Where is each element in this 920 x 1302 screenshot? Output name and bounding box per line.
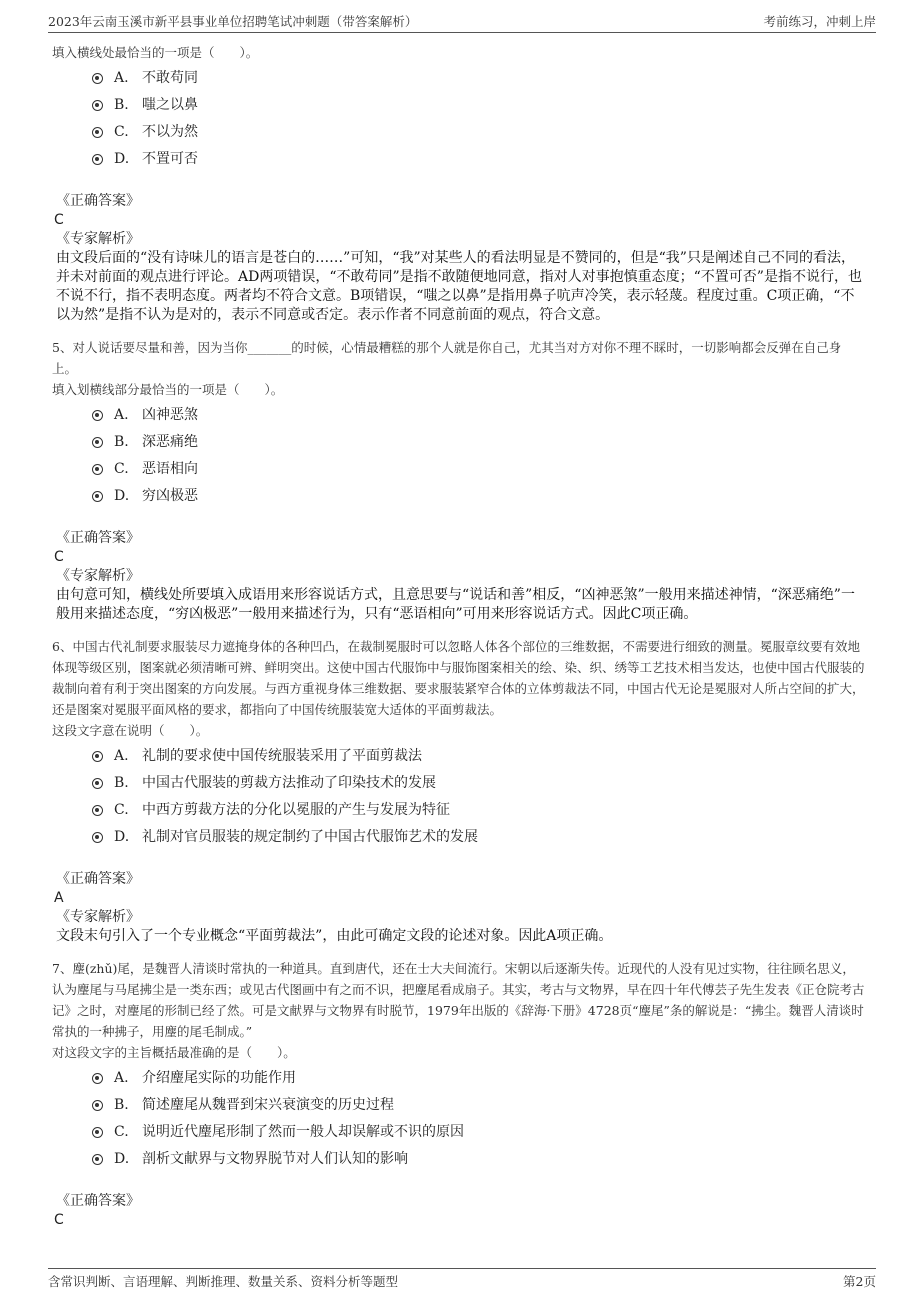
- option-letter: C.: [114, 461, 129, 477]
- radio-icon[interactable]: [92, 410, 103, 421]
- option-a[interactable]: [92, 743, 866, 770]
- option-letter: A.: [114, 70, 129, 86]
- page-header: [48, 12, 876, 33]
- option-text: 不敢苟同: [142, 70, 198, 86]
- option-b[interactable]: [92, 92, 866, 119]
- option-text: 不置可否: [142, 151, 198, 167]
- radio-icon[interactable]: [92, 1127, 103, 1138]
- analysis-label: 《专家解析》: [56, 231, 140, 247]
- radio-icon[interactable]: [92, 832, 103, 843]
- analysis-text: 由句意可知，横线处所要填入成语用来形容说话方式，且意思要与“说话和善”相反，“凶神恶煞”一般用来描述神情，“深恶痛绝”一般用来描述态度，“穷凶极恶”一般用来描述行为，只有“恶语相向”可用来形容说话方式。因此C项正确。: [56, 587, 855, 622]
- option-letter: C.: [114, 124, 129, 140]
- answer-label: 《正确答案》: [56, 1193, 140, 1209]
- footer-topics: 含常识判断、言语理解、判断推理、数量关系、资料分析等题型: [48, 1274, 399, 1289]
- radio-icon[interactable]: [92, 437, 103, 448]
- page-content: [52, 42, 866, 1229]
- option-b[interactable]: [92, 429, 866, 456]
- option-a[interactable]: [92, 65, 866, 92]
- option-letter: A.: [114, 1070, 129, 1086]
- option-c[interactable]: [92, 456, 866, 483]
- answer-block: [52, 869, 866, 946]
- option-letter: B.: [114, 1097, 129, 1113]
- option-list: [92, 1065, 866, 1173]
- radio-icon[interactable]: [92, 1100, 103, 1111]
- question-prompt: 对这段文字的主旨概括最准确的是（ ）。: [52, 1045, 296, 1060]
- answer-label: 《正确答案》: [56, 193, 140, 209]
- option-letter: D.: [114, 1151, 130, 1167]
- option-text: 简述麈尾从魏晋到宋兴衰演变的历史过程: [142, 1097, 394, 1113]
- option-d[interactable]: [92, 146, 866, 173]
- question-7: [52, 958, 866, 1229]
- option-letter: C.: [114, 1124, 129, 1140]
- option-a[interactable]: [92, 402, 866, 429]
- answer-block: [52, 1191, 866, 1229]
- radio-icon[interactable]: [92, 778, 103, 789]
- option-c[interactable]: [92, 797, 866, 824]
- header-slogan: 考前练习，冲刺上岸: [763, 14, 876, 29]
- radio-icon[interactable]: [92, 127, 103, 138]
- option-list: [92, 402, 866, 510]
- analysis-label: 《专家解析》: [56, 568, 140, 584]
- answer-block: [52, 191, 866, 325]
- option-text: 说明近代麈尾形制了然而一般人却误解或不识的原因: [142, 1124, 464, 1140]
- correct-answer: C: [54, 212, 64, 228]
- option-list: [92, 743, 866, 851]
- option-letter: A.: [114, 748, 129, 764]
- question-6: [52, 636, 866, 946]
- question-stem: 5、对人说话要尽量和善，因为当你_______的时候，心情最糟糕的那个人就是你自己，尤其当对方对你不理不睬时，一切影响都会反弹在自己身上。: [52, 340, 842, 376]
- option-letter: A.: [114, 407, 129, 423]
- option-text: 礼制的要求使中国传统服装采用了平面剪裁法: [142, 748, 422, 764]
- option-letter: D.: [114, 151, 130, 167]
- question-stem: 7、麈(zhǔ)尾，是魏晋人清谈时常执的一种道具。直到唐代，还在士大夫间流行。宋朝以后逐渐失传。近现代的人没有见过实物，往往顾名思义，认为麈尾与马尾拂尘是一类东西；或见古代图画中有之而不识，把麈尾看成扇子。其实，考古与文物界，早在四十年代傅芸子先生发表《正仓院考古记》之时，对麈尾的形制已经了然。可是文献界与文物界有时脱节，1979年出版的《辞海·下册》4728页“麈尾”条的解说是：“拂尘。魏晋人清谈时常执的一种拂子，用麈的尾毛制成。”: [52, 961, 865, 1039]
- option-letter: D.: [114, 488, 130, 504]
- option-text: 穷凶极恶: [142, 488, 198, 504]
- option-text: 不以为然: [142, 124, 198, 140]
- option-d[interactable]: [92, 824, 866, 851]
- option-a[interactable]: [92, 1065, 866, 1092]
- option-b[interactable]: [92, 1092, 866, 1119]
- radio-icon[interactable]: [92, 464, 103, 475]
- radio-icon[interactable]: [92, 1073, 103, 1084]
- question-prompt: 填入横线处最恰当的一项是（ ）。: [52, 45, 259, 60]
- answer-label: 《正确答案》: [56, 530, 140, 546]
- question-4: [52, 42, 866, 325]
- option-text: 中国古代服装的剪裁方法推动了印染技术的发展: [142, 775, 436, 791]
- radio-icon[interactable]: [92, 73, 103, 84]
- option-text: 剖析文献界与文物界脱节对人们认知的影响: [142, 1151, 408, 1167]
- correct-answer: C: [54, 1212, 64, 1228]
- option-text: 深恶痛绝: [142, 434, 198, 450]
- question-stem: 6、中国古代礼制要求服装尽力遮掩身体的各种凹凸，在裁制冕服时可以忽略人体各个部位的三维数据，不需要进行细致的测量。冕服章纹要有效地体现等级区别，图案就必须清晰可辨、鲜明突出。这使中国古代服饰中与服饰图案相关的绘、染、织、绣等工艺技术相当发达，也使中国古代服装的裁制向着有利于突出图案的方向发展。与西方重视身体三维数据、要求服装紧窄合体的立体剪裁法不同，中国古代无论是冕服对人所占空间的扩大，还是图案对冕服平面风格的要求，都指向了中国传统服装宽大适体的平面剪裁法。: [52, 639, 865, 717]
- page-number: 第2页: [843, 1274, 876, 1289]
- option-list: [92, 65, 866, 173]
- correct-answer: C: [54, 549, 64, 565]
- option-letter: D.: [114, 829, 130, 845]
- option-text: 礼制对官员服装的规定制约了中国古代服饰艺术的发展: [142, 829, 478, 845]
- option-c[interactable]: [92, 119, 866, 146]
- answer-label: 《正确答案》: [56, 871, 140, 887]
- correct-answer: A: [54, 890, 64, 906]
- option-letter: C.: [114, 802, 129, 818]
- option-c[interactable]: [92, 1119, 866, 1146]
- radio-icon[interactable]: [92, 751, 103, 762]
- option-text: 恶语相向: [142, 461, 198, 477]
- option-letter: B.: [114, 97, 129, 113]
- option-b[interactable]: [92, 770, 866, 797]
- page-footer: [48, 1268, 876, 1289]
- radio-icon[interactable]: [92, 154, 103, 165]
- radio-icon[interactable]: [92, 491, 103, 502]
- option-letter: B.: [114, 434, 129, 450]
- analysis-label: 《专家解析》: [56, 909, 140, 925]
- radio-icon[interactable]: [92, 805, 103, 816]
- radio-icon[interactable]: [92, 100, 103, 111]
- option-d[interactable]: [92, 1146, 866, 1173]
- option-text: 凶神恶煞: [142, 407, 198, 423]
- option-text: 中西方剪裁方法的分化以冕服的产生与发展为特征: [142, 802, 450, 818]
- analysis-text: 由文段后面的“没有诗味儿的语言是苍白的……”可知，“我”对某些人的看法明显是不赞同的，但是“我”只是阐述自己不同的看法，并未对前面的观点进行评论。AD两项错误，“不敢苟同”是指不敢随便地同意，指对人对事抱慎重态度；“不置可否”是指不说行，也不说不行，指不表明态度。两者均不符合文意。B项错误，“嗤之以鼻”是指用鼻子吭声冷笑，表示轻蔑。程度过重。C项正确，“不以为然”是指不认为是对的，表示不同意或否定。表示作者不同意前面的观点，符合文意。: [56, 250, 862, 323]
- question-prompt: 这段文字意在说明（ ）。: [52, 723, 209, 738]
- radio-icon[interactable]: [92, 1154, 103, 1165]
- option-text: 介绍麈尾实际的功能作用: [142, 1070, 296, 1086]
- answer-block: [52, 528, 866, 624]
- analysis-text: 文段末句引入了一个专业概念“平面剪裁法”，由此可确定文段的论述对象。因此A项正确。: [56, 928, 613, 944]
- option-text: 嗤之以鼻: [142, 97, 198, 113]
- option-letter: B.: [114, 775, 129, 791]
- option-d[interactable]: [92, 483, 866, 510]
- question-prompt: 填入划横线部分最恰当的一项是（ ）。: [52, 382, 284, 397]
- document-title: 2023年云南玉溪市新平县事业单位招聘笔试冲刺题（带答案解析）: [48, 14, 418, 29]
- question-5: [52, 337, 866, 624]
